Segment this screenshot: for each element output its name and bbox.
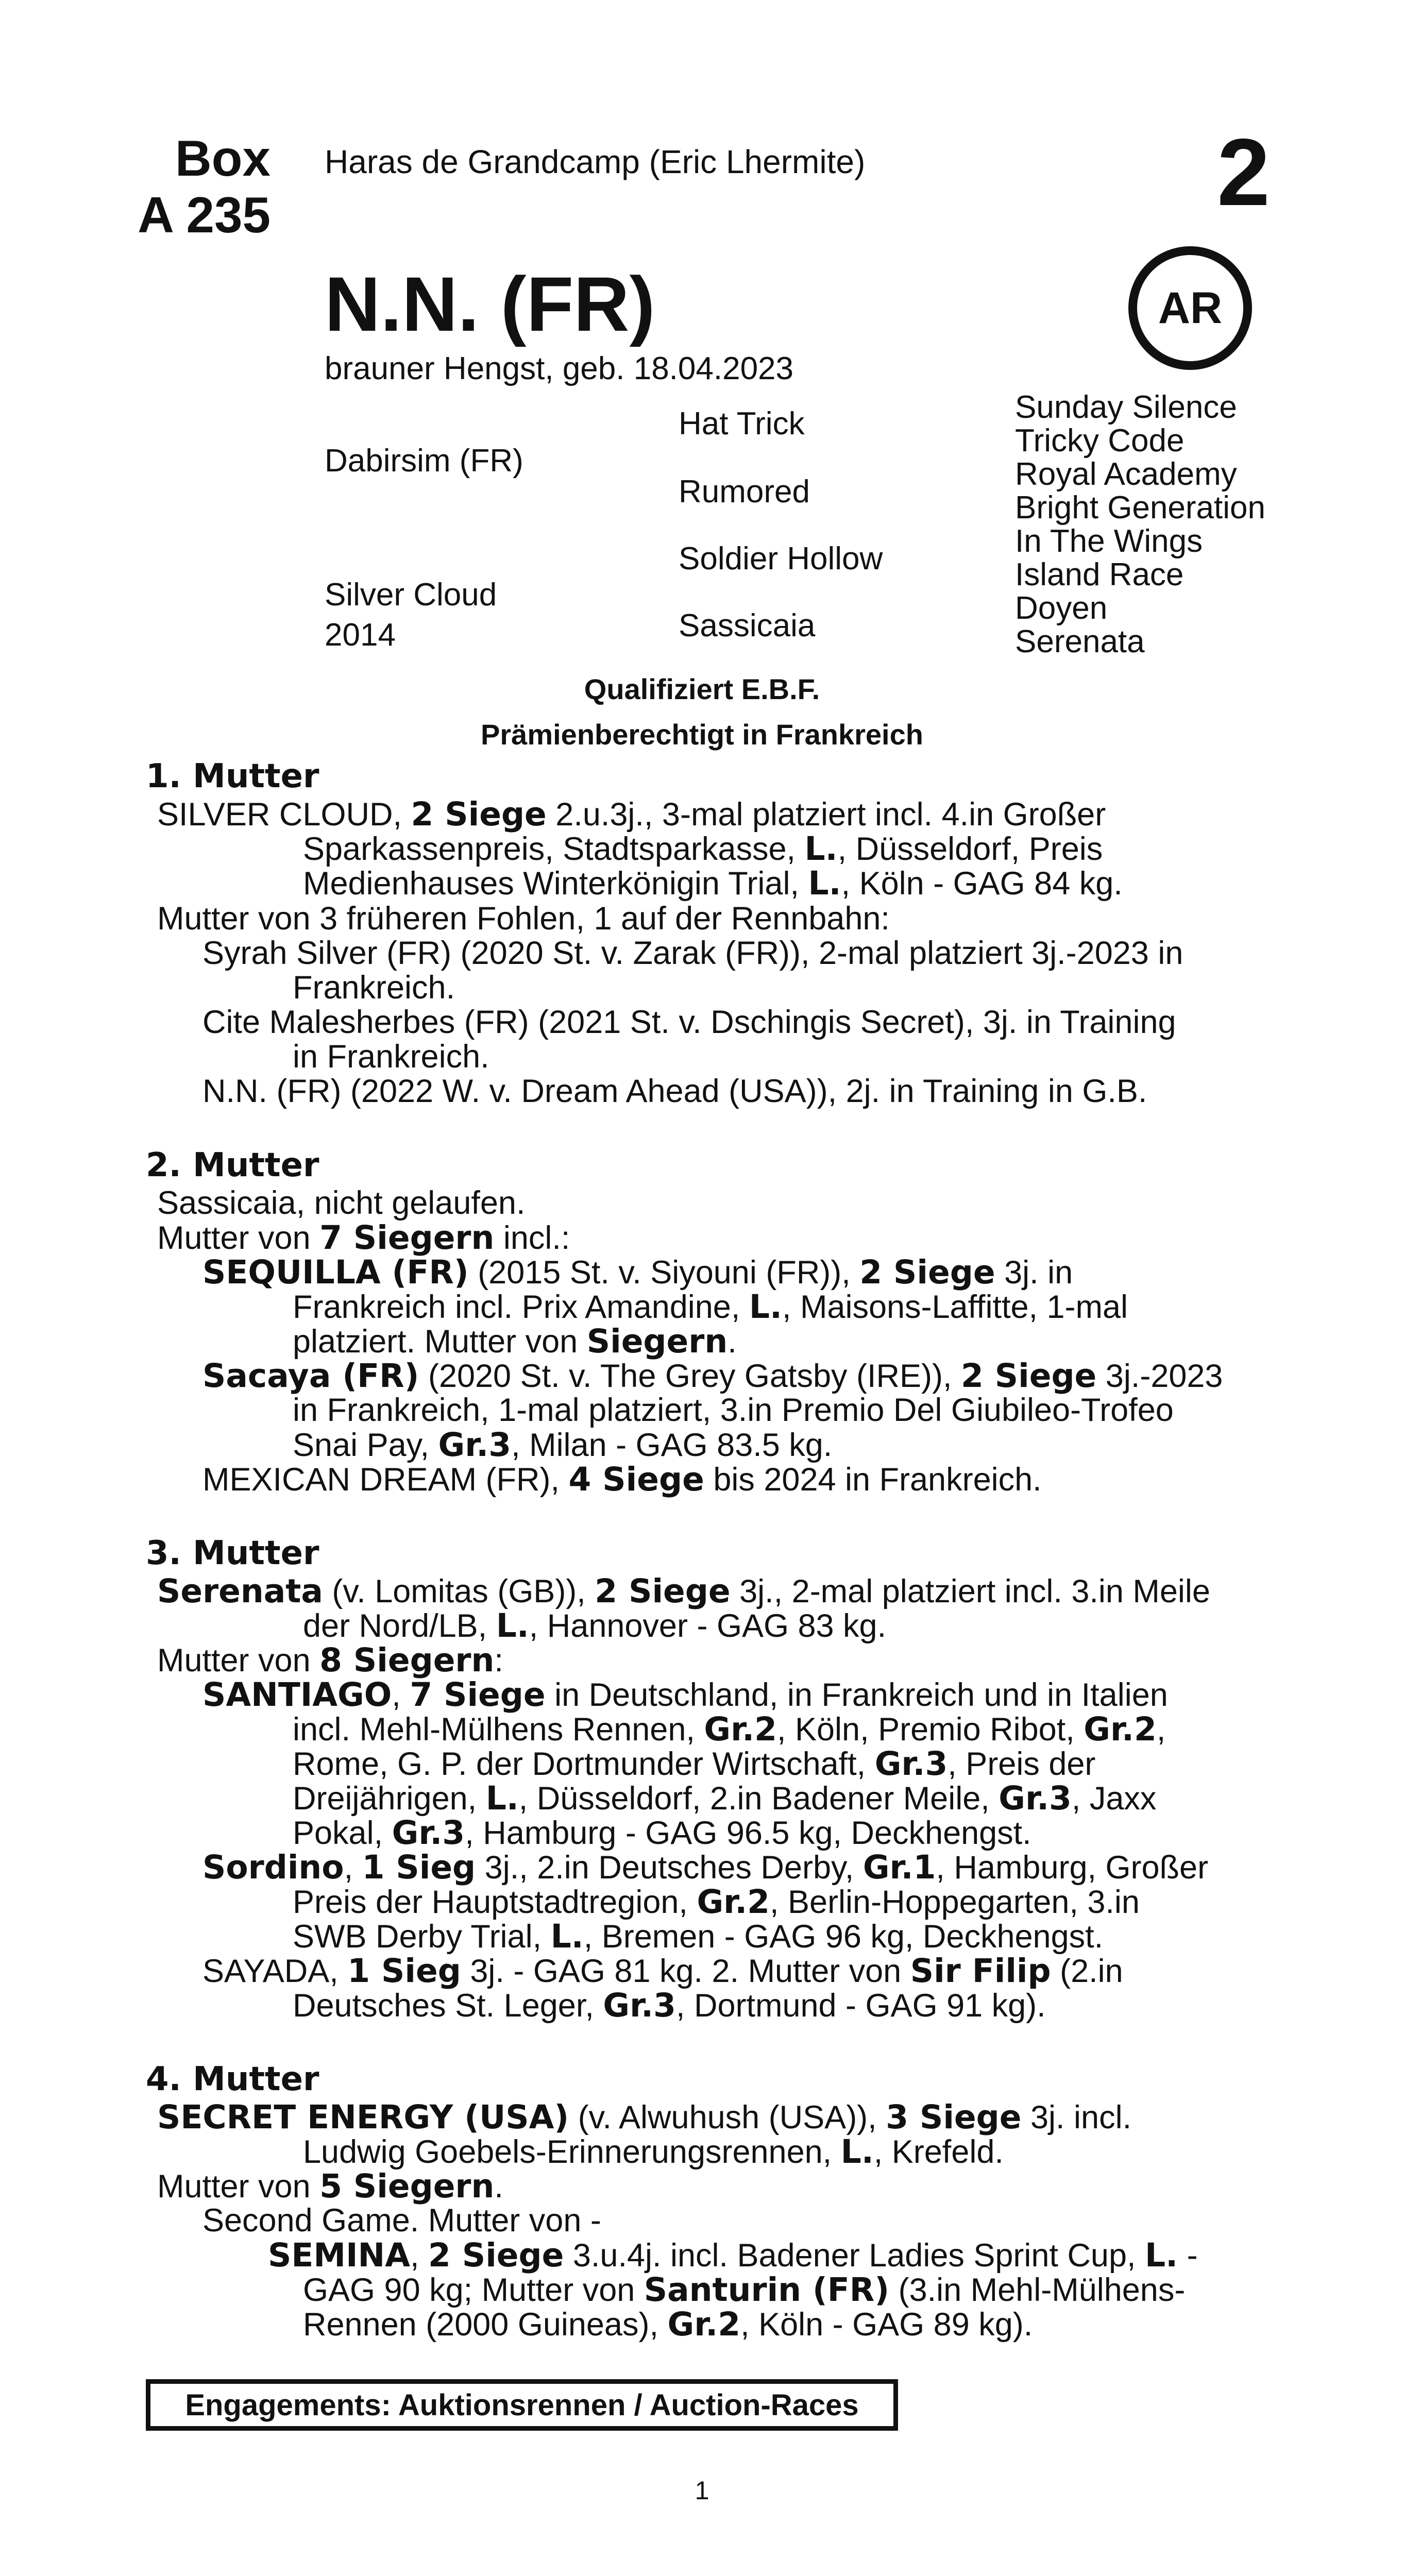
box-label-line2: A 235 (138, 187, 270, 243)
ar-badge: AR (1128, 246, 1252, 370)
pedigree-grandparent: Soldier Hollow (679, 541, 883, 577)
pedigree-grandparent: Sassicaia (679, 608, 816, 643)
santiago-entry: Pokal, Gr.3, Hamburg - GAG 96.5 kg, Deckhengst. (293, 1814, 1031, 1852)
sequilla-entry: Frankreich incl. Prix Amandine, L., Maisons-Laffitte, 1-mal (293, 1288, 1128, 1326)
dam1-entry-line: SILVER CLOUD, 2 Siege 2.u.3j., 3-mal platziert incl. 4.in Großer (157, 795, 1106, 833)
dam2-intro: Mutter von 7 Siegern incl.: (157, 1219, 570, 1257)
secret-energy-entry: Ludwig Goebels-Erinnerungsrennen, L., Krefeld. (303, 2133, 1004, 2171)
sacaya-entry: Sacaya (FR) (2020 St. v. The Grey Gatsby (IRE)), 2 Siege 3j.-2023 (202, 1357, 1223, 1395)
dam2-line: Sassicaia, nicht gelaufen. (157, 1185, 526, 1221)
sacaya-entry: Snai Pay, Gr.3, Milan - GAG 83.5 kg. (293, 1426, 833, 1464)
santiago-entry: Rome, G. P. der Dortmunder Wirtschaft, Gr.3, Preis der (293, 1745, 1096, 1783)
sordino-entry: SWB Derby Trial, L., Bremen - GAG 96 kg, Deckhengst. (293, 1918, 1104, 1955)
pedigree-grandparent: Rumored (679, 474, 810, 510)
foal-entry: Syrah Silver (FR) (2020 St. v. Zarak (FR)), 2-mal platziert 3j.-2023 in (202, 935, 1183, 971)
santiago-entry: Dreijährigen, L., Düsseldorf, 2.in Badener Meile, Gr.3, Jaxx (293, 1780, 1157, 1817)
section-title-4: 4. Mutter (146, 2060, 319, 2098)
section-title-2: 2. Mutter (146, 1146, 319, 1184)
box-label-line1: Box (175, 130, 270, 187)
serenata-entry: Serenata (v. Lomitas (GB)), 2 Siege 3j., 2-mal platziert incl. 3.in Meile (157, 1572, 1210, 1610)
dam3-intro: Mutter von 8 Siegern: (157, 1641, 503, 1679)
horse-description: brauner Hengst, geb. 18.04.2023 (325, 351, 794, 386)
sequilla-entry: platziert. Mutter von Siegern. (293, 1323, 737, 1360)
mexican-dream-entry: MEXICAN DREAM (FR), 4 Siege bis 2024 in Frankreich. (202, 1461, 1042, 1498)
foal-entry: in Frankreich. (293, 1039, 489, 1075)
sacaya-entry: in Frankreich, 1-mal platziert, 3.in Premio Del Giubileo-Trofeo (293, 1392, 1174, 1428)
secret-energy-entry: SECRET ENERGY (USA) (v. Alwuhush (USA)), 3 Siege 3j. incl. (157, 2098, 1132, 2136)
pedigree-dam: Silver Cloud (325, 577, 497, 613)
engagements-box: Engagements: Auktionsrennen / Auction-Races (146, 2379, 898, 2431)
lot-number: 2 (1217, 120, 1270, 226)
sordino-entry: Sordino, 1 Sieg 3j., 2.in Deutsches Derby, Gr.1, Hamburg, Großer (202, 1849, 1209, 1886)
page-number: 1 (695, 2476, 709, 2505)
sayada-entry: SAYADA, 1 Sieg 3j. - GAG 81 kg. 2. Mutter von Sir Filip (2.in (202, 1952, 1123, 1990)
second-game-entry: Second Game. Mutter von - (202, 2202, 601, 2239)
semina-entry: SEMINA, 2 Siege 3.u.4j. incl. Badener Ladies Sprint Cup, L. - (268, 2236, 1198, 2274)
breeder: Haras de Grandcamp (Eric Lhermite) (325, 143, 866, 180)
santiago-entry: incl. Mehl-Mülhens Rennen, Gr.2, Köln, Premio Ribot, Gr.2, (293, 1710, 1166, 1748)
qualified-notice: Qualifiziert E.B.F. (584, 673, 820, 705)
premium-notice: Prämienberechtigt in Frankreich (481, 718, 923, 751)
horse-name: N.N. (FR) (325, 261, 655, 347)
semina-entry: GAG 90 kg; Mutter von Santurin (FR) (3.in Mehl-Mülhens- (303, 2271, 1186, 2309)
sayada-entry: Deutsches St. Leger, Gr.3, Dortmund - GAG 91 kg). (293, 1987, 1046, 2024)
pedigree-grandparent: Hat Trick (679, 406, 805, 442)
semina-entry: Rennen (2000 Guineas), Gr.2, Köln - GAG 89 kg). (303, 2306, 1033, 2343)
dam4-intro: Mutter von 5 Siegern. (157, 2167, 503, 2205)
sequilla-entry: SEQUILLA (FR) (2015 St. v. Siyouni (FR)), 2 Siege 3j. in (202, 1253, 1073, 1291)
box-label (88, 130, 270, 243)
section-title-1: 1. Mutter (146, 757, 319, 795)
foal-entry: Frankreich. (293, 970, 455, 1006)
pedigree-ancestor: Bright Generation (1015, 490, 1265, 526)
serenata-entry: der Nord/LB, L., Hannover - GAG 83 kg. (303, 1607, 887, 1645)
pedigree-ancestor: Royal Academy (1015, 456, 1237, 492)
pedigree-ancestor: Tricky Code (1015, 423, 1185, 459)
section-title-3: 3. Mutter (146, 1534, 319, 1572)
dam1-entry-line: Medienhauses Winterkönigin Trial, L., Köln - GAG 84 kg. (303, 865, 1123, 902)
pedigree-ancestor: Sunday Silence (1015, 389, 1237, 425)
foal-entry: N.N. (FR) (2022 W. v. Dream Ahead (USA)), 2j. in Training in G.B. (202, 1073, 1147, 1109)
pedigree-ancestor: Serenata (1015, 624, 1145, 659)
dam1-produce-intro: Mutter von 3 früheren Fohlen, 1 auf der Rennbahn: (157, 901, 890, 937)
pedigree-great-grandparents (1015, 391, 1265, 658)
pedigree-dam-year: 2014 (325, 617, 396, 653)
santiago-entry: SANTIAGO, 7 Siege in Deutschland, in Frankreich und in Italien (202, 1676, 1168, 1714)
pedigree-sire: Dabirsim (FR) (325, 443, 523, 479)
foal-entry: Cite Malesherbes (FR) (2021 St. v. Dschingis Secret), 3j. in Training (202, 1004, 1176, 1040)
pedigree-ancestor: Doyen (1015, 590, 1108, 626)
pedigree-ancestor: In The Wings (1015, 523, 1203, 559)
sordino-entry: Preis der Hauptstadtregion, Gr.2, Berlin-Hoppegarten, 3.in (293, 1883, 1140, 1921)
pedigree-ancestor: Island Race (1015, 557, 1184, 592)
dam1-entry-line: Sparkassenpreis, Stadtsparkasse, L., Düsseldorf, Preis (303, 830, 1103, 868)
